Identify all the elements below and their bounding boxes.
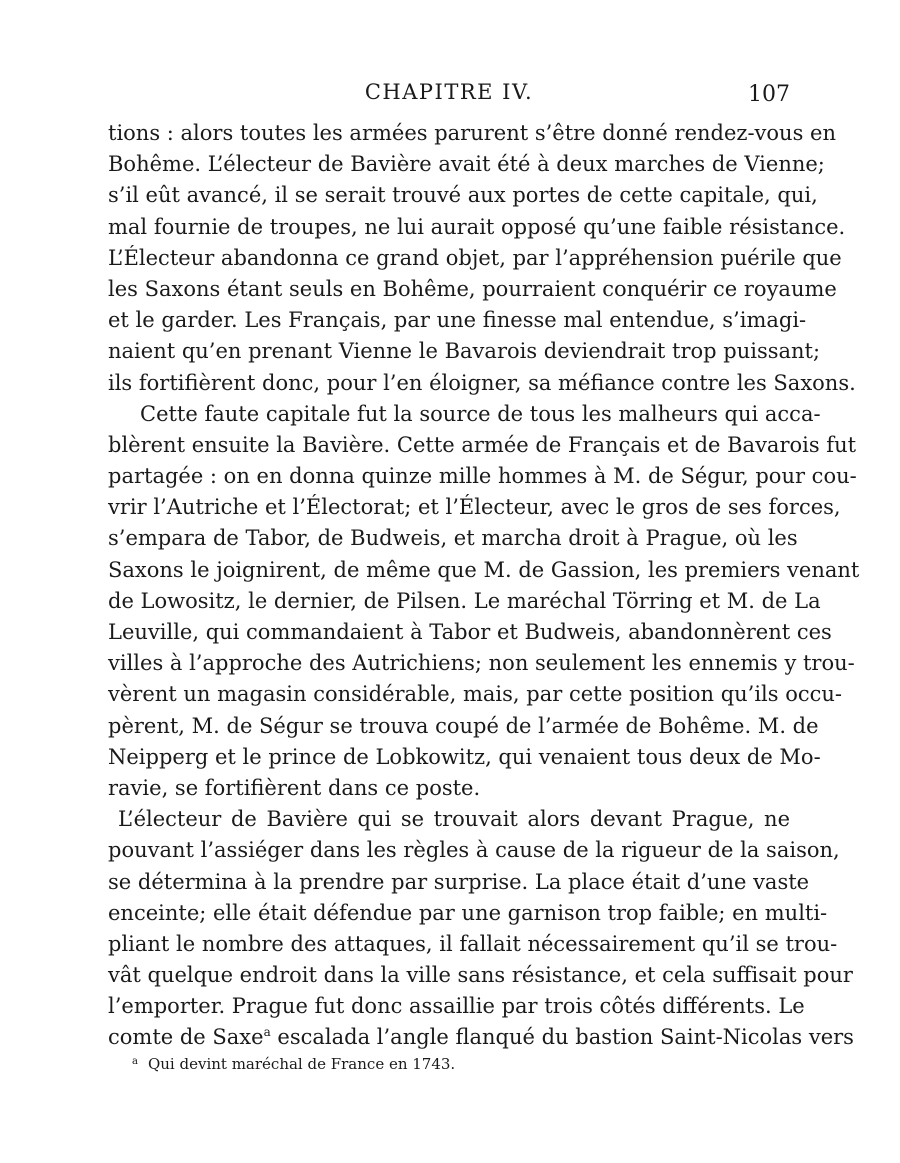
footnote-reference: a [263,1025,271,1040]
text-line: ravie, se fortifièrent dans ce poste. [108,775,481,800]
text-line: les Saxons étant seuls en Bohême, pourraient conquérir ce royaume [108,276,837,301]
text-line: villes à l’approche des Autrichiens; non seulement les ennemis y trou- [108,651,855,676]
body-text [108,118,860,1054]
footnote-text: Qui devint maréchal de France en 1743. [147,1055,456,1073]
footnote [132,1052,455,1074]
text-line: pouvant l’assiéger dans les règles à cause de la rigueur de la saison, [108,838,840,863]
text-line: naient qu’en prenant Vienne le Bavarois deviendrait trop puissant; [108,339,821,364]
text-line: Saxons le joignirent, de même que M. de Gassion, les premiers venant [108,557,860,582]
text-line: L’électeur de Bavière qui se trouvait alors devant Prague, ne [118,807,790,832]
text-line: mal fournie de troupes, ne lui aurait opposé qu’une faible résistance. [108,214,846,239]
text-line: tions : alors toutes les armées parurent s’être donné rendez-vous en [108,121,836,145]
running-head [108,80,790,110]
text-line: blèrent ensuite la Bavière. Cette armée de Français et de Bavarois fut [108,432,857,457]
text-line: pèrent, M. de Ségur se trouva coupé de l’armée de Bohême. M. de [108,713,819,738]
text-line: Neipperg et le prince de Lobkowitz, qui venaient tous deux de Mo- [108,744,821,769]
text-line: partagée : on en donna quinze mille hommes à M. de Ségur, pour cou- [108,464,857,489]
text-line: l’emporter. Prague fut donc assaillie par trois côtés différents. Le [108,994,805,1019]
text-line: L’Électeur abandonna ce grand objet, par l’appréhension puérile que [108,245,842,270]
text-line: s’il eût avancé, il se serait trouvé aux portes de cette capitale, qui, [108,183,818,208]
text-line: vât quelque endroit dans la ville sans résistance, et cela suffisait pour [108,963,853,988]
text-line: pliant le nombre des attaques, il fallait nécessairement qu’il se trou- [108,931,838,956]
page-number: 107 [748,82,790,107]
text-line: se détermina à la prendre par surprise. La place était d’une vaste [108,869,810,894]
text-line: vrir l’Autriche et l’Électorat; et l’Électeur, avec le gros de ses forces, [108,495,841,520]
text-line: vèrent un magasin considérable, mais, par cette position qu’ils occu- [108,682,843,707]
text-line: Bohême. L’électeur de Bavière avait été à deux marches de Vienne; [108,152,825,177]
text-line-with-note [108,1022,854,1053]
text-fragment: comte de Saxe [108,1025,264,1050]
text-line: de Lowositz, le dernier, de Pilsen. Le maréchal Törring et M. de La [108,588,821,613]
text-line: s’empara de Tabor, de Budweis, et marcha droit à Prague, où les [108,526,798,551]
chapter-title: CHAPITRE IV. [364,80,534,104]
text-fragment: escalada l’angle flanqué du bastion Saint-Nicolas vers [270,1025,854,1050]
text-line: ils fortifièrent donc, pour l’en éloigner, sa méfiance contre les Saxons. [108,370,856,395]
text-line: Cette faute capitale fut la source de tous les malheurs qui acca- [140,401,821,426]
footnote-mark: a [132,1056,138,1067]
text-line: enceinte; elle était défendue par une garnison trop faible; en multi- [108,900,828,925]
text-line: Leuville, qui commandaient à Tabor et Budweis, abandonnèrent ces [108,620,832,644]
text-line: et le garder. Les Français, par une finesse mal entendue, s’imagi- [108,308,807,333]
